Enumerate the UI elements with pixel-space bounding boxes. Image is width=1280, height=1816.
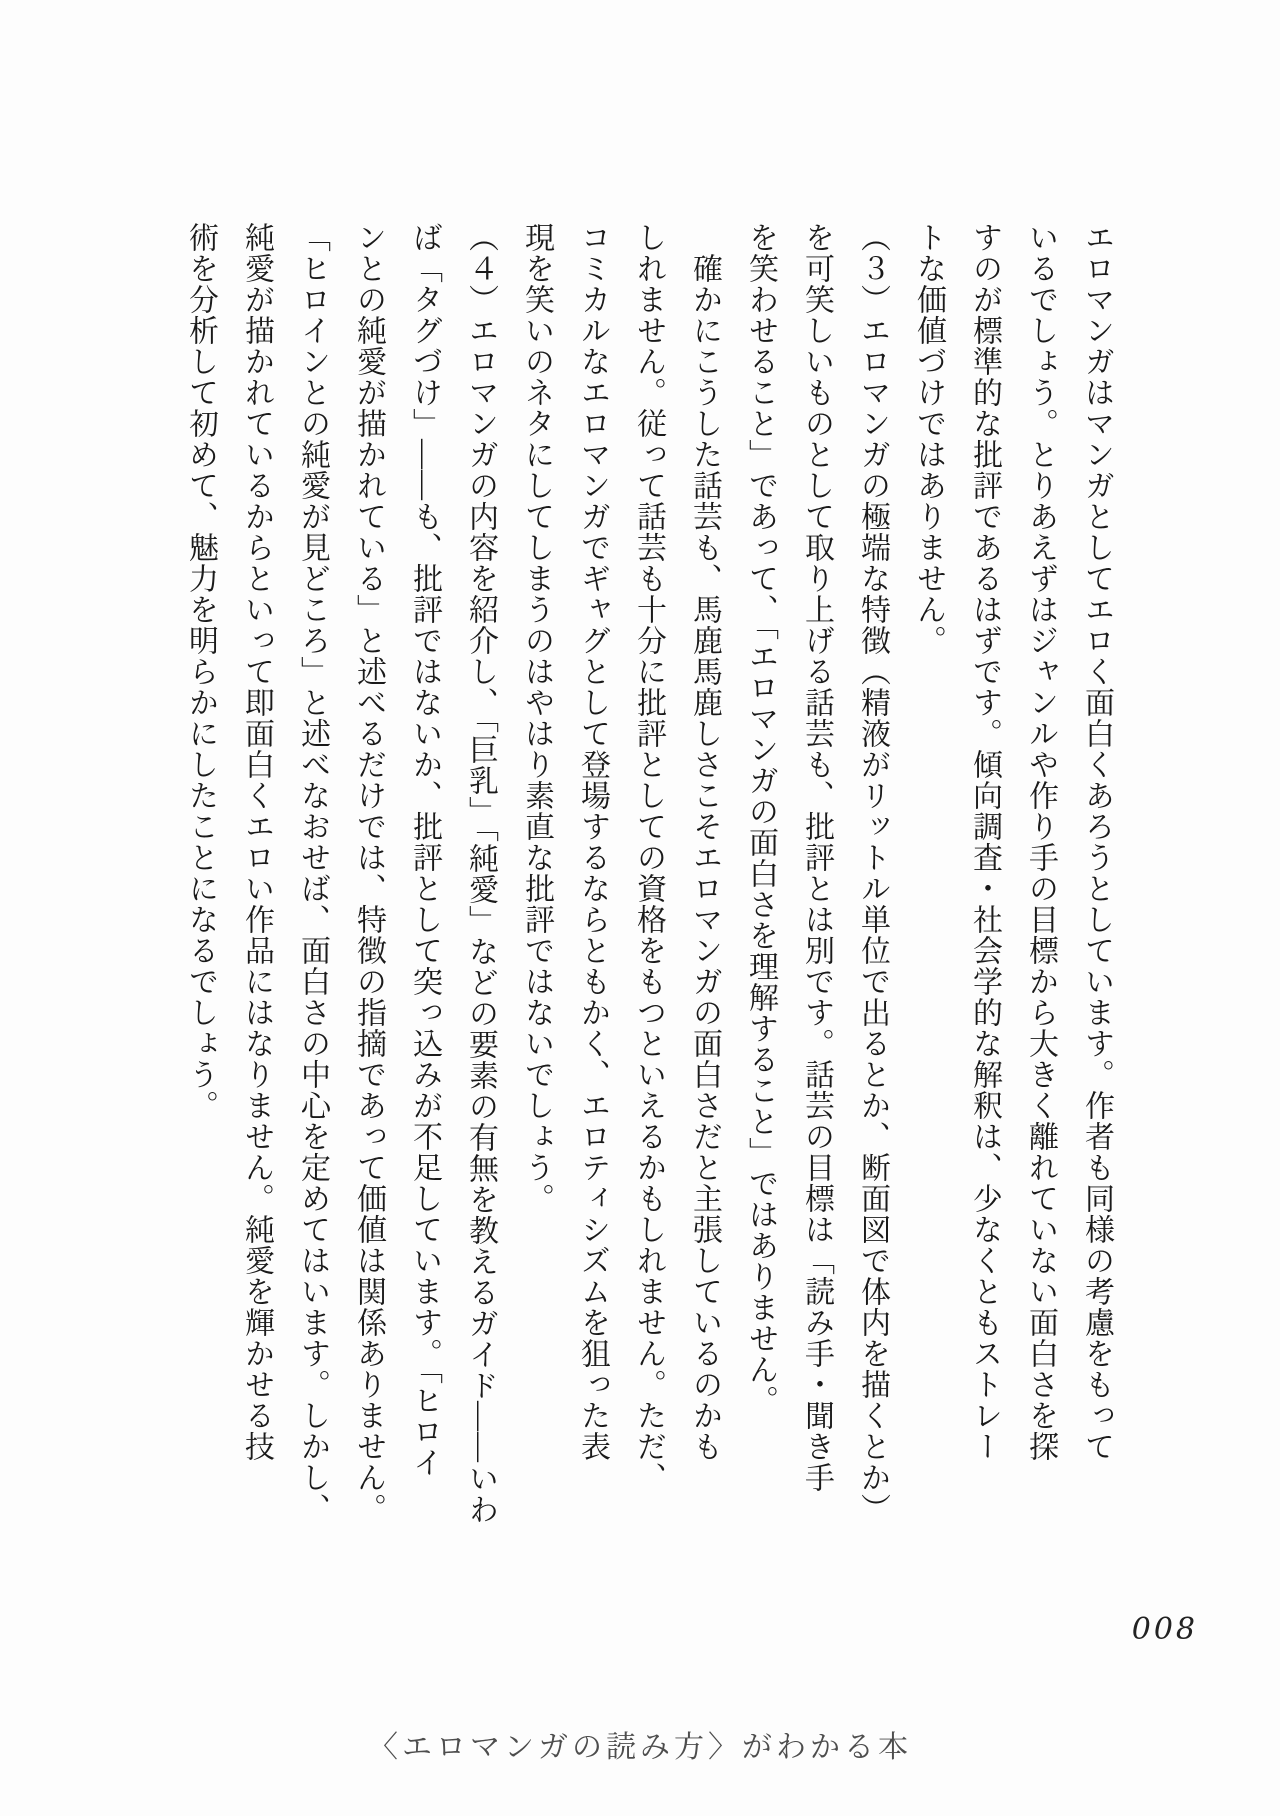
text-column: （３）エロマンガの極端な特徴（精液がリットル単位で出るとか、断面図で体内を描くとか） <box>856 222 889 1524</box>
text-column: 純愛が描かれているからといって即面白くエロい作品にはなりません。純愛を輝かせる技 <box>240 222 273 1462</box>
text-column: すのが標準的な批評であるはずです。傾向調査・社会学的な解釈は、少なくともストレー <box>968 222 1001 1462</box>
text-column: コミカルなエロマンガでギャグとして登場するならともかく、エロティシズムを狙った表 <box>576 222 609 1462</box>
page-number: 008 <box>1131 1612 1198 1647</box>
text-column: エロマンガはマンガとしてエロく面白くあろうとしています。作者も同様の考慮をもって <box>1080 222 1113 1462</box>
text-column: （４）エロマンガの内容を紹介し、「巨乳」「純愛」などの要素の有無を教えるガイド——いわ <box>464 222 497 1525</box>
text-column: ンとの純愛が描かれている」と述べるだけでは、特徴の指摘であって価値は関係ありません。 <box>352 222 385 1524</box>
text-column: ば「タグづけ」——も、批評ではないか、批評として突っ込みが不足しています。「ヒロイ <box>408 222 441 1478</box>
text-column: を可笑しいものとして取り上げる話芸も、批評とは別です。話芸の目標は「読み手・聞き手 <box>800 222 833 1493</box>
text-column: 「ヒロインとの純愛が見どころ」と述べなおせば、面白さの中心を定めてはいます。しかし、 <box>296 222 329 1524</box>
text-column: いるでしょう。とりあえずはジャンルや作り手の目標から大きく離れていない面白さを探 <box>1024 222 1057 1462</box>
body-text-block <box>172 222 1124 1524</box>
text-column: を笑わせること」であって、「エロマンガの面白さを理解すること」ではありません。 <box>744 222 777 1416</box>
running-footer-title: 〈エロマンガの読み方〉がわかる本 <box>368 1731 912 1764</box>
text-column: しれません。従って話芸も十分に批評としての資格をもつといえるかもしれません。ただ、 <box>632 222 665 1493</box>
text-column: 術を分析して初めて、魅力を明らかにしたことになるでしょう。 <box>184 222 217 1121</box>
text-column: トな価値づけではありません。 <box>912 222 945 656</box>
text-column: 確かにこうした話芸も、馬鹿馬鹿しさこそエロマンガの面白さだと主張しているのかも <box>688 222 721 1462</box>
text-column: 現を笑いのネタにしてしまうのはやはり素直な批評ではないでしょう。 <box>520 222 553 1214</box>
